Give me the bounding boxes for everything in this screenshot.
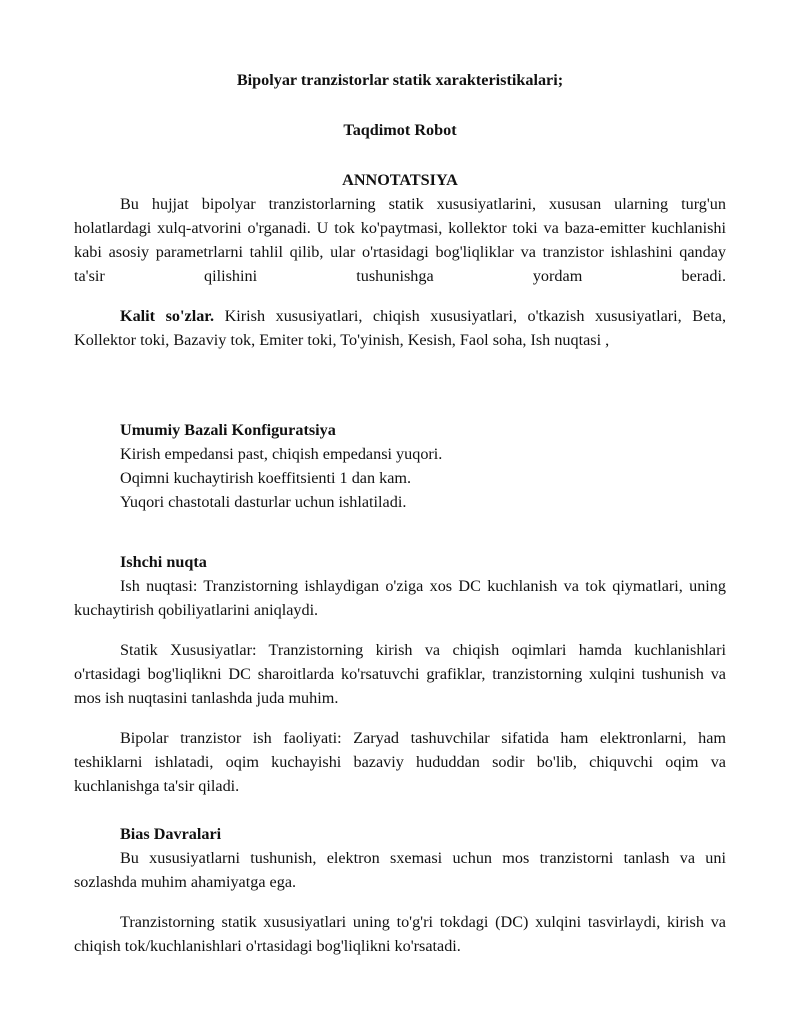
section-paragraph: Ish nuqtasi: Tranzistorning ishlaydigan o'ziga xos DC kuchlanish va tok qiymatlari, uning kuchaytirish qobiliyatlarini aniqlaydi. — [74, 577, 726, 619]
annotation-paragraph: Bu hujjat bipolyar tranzistorlarning statik xususiyatlarini, xususan ularning turg'un holatlardagi xulq-atvorini o'rganadi. U tok ko'paytmasi, kollektor toki va baza-emitter kuchlanishi kabi asosiy parametrlarni tahlil qilib, ular o'rtasidagi bog'liqliklar va tranzistor ishlashini qanday ta'sir qilishini tushunishga yordam beradi. — [74, 195, 726, 285]
section-paragraph: Statik Xususiyatlar: Tranzistorning kirish va chiqish oqimlari hamda kuchlanishlari o'rtasidagi bog'liqlikni DC sharoitlarda ko'rsatuvchi grafiklar, tranzistorning xulqini tushunish va mos ish nuqtasini tanlashda juda muhim. — [74, 641, 726, 707]
section-line: Oqimni kuchaytirish koeffitsienti 1 dan kam. — [120, 469, 412, 487]
keywords-paragraph — [74, 304, 726, 352]
section-heading: Bias Davralari — [120, 825, 222, 843]
section-line: Kirish empedansi past, chiqish empedansi yuqori. — [120, 445, 443, 463]
document-title: Bipolyar tranzistorlar statik xarakteristikalari; — [236, 71, 564, 89]
annotation-heading: ANNOTATSIYA — [342, 171, 458, 189]
section-heading: Ishchi nuqta — [120, 553, 207, 571]
section-paragraph: Bipolar tranzistor ish faoliyati: Zaryad tashuvchilar sifatida ham elektronlarni, ham teshiklarni ishlatadi, oqim kuchayishi bazaviy hududdan sodir bo'lib, chiquvchi oqim va kuchlanishga ta'sir qiladi. — [74, 729, 726, 795]
section-paragraph: Bu xususiyatlarni tushunish, elektron sxemasi uchun mos tranzistorni tanlash va uni sozlashda muhim ahamiyatga ega. — [74, 849, 726, 891]
document-content — [74, 68, 726, 958]
section-common-base — [74, 418, 726, 514]
section-paragraph: Tranzistorning statik xususiyatlari uning to'g'ri tokdagi (DC) xulqini tasvirlaydi, kirish va chiqish tok/kuchlanishlari o'rtasidagi bog'liqlikni ko'rsatadi. — [74, 913, 726, 955]
section-bias-circuits — [74, 822, 726, 958]
section-heading: Umumiy Bazali Konfiguratsiya — [120, 421, 336, 439]
document-subtitle: Taqdimot Robot — [343, 121, 457, 139]
section-operating-point — [74, 550, 726, 798]
section-line: Yuqori chastotali dasturlar uchun ishlatiladi. — [120, 493, 407, 511]
keywords-label: Kalit so'zlar. — [120, 307, 215, 325]
keywords-text: Kirish xususiyatlari, chiqish xususiyatlari, o'tkazish xususiyatlari, Beta, Kollektor toki, Bazaviy tok, Emiter toki, To'yinish, Kesish, Faol soha, Ish nuqtasi , — [74, 307, 726, 349]
